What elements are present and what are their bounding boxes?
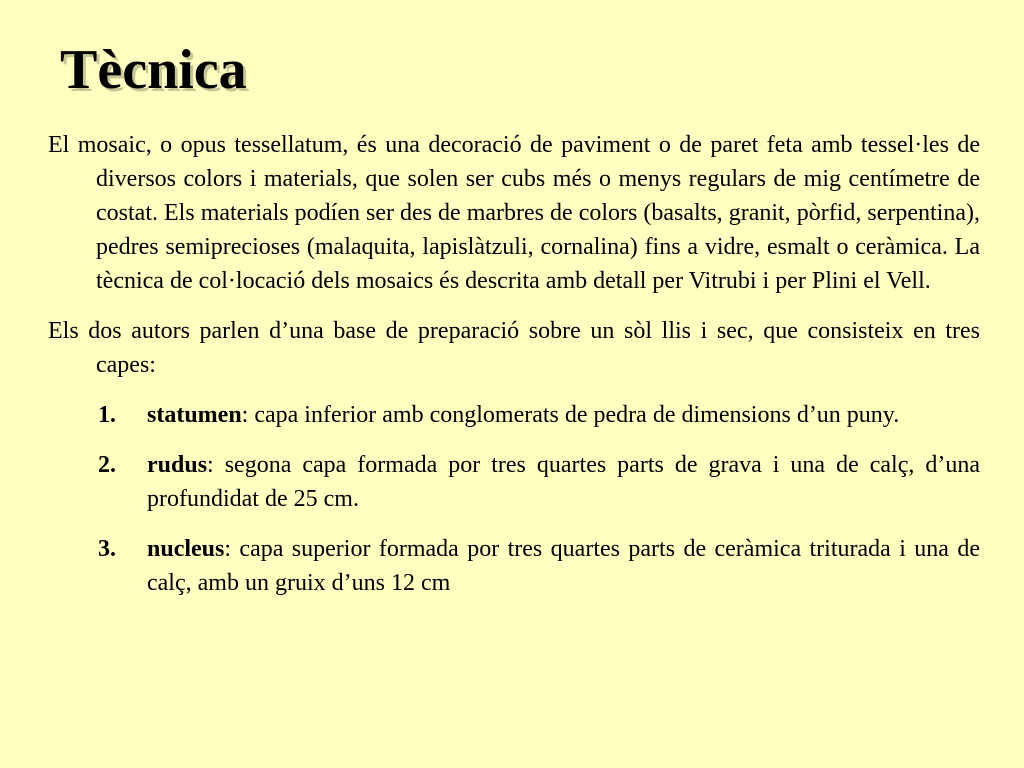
slide-title: Tècnica — [60, 39, 247, 101]
list-item-text: : segona capa formada por tres quartes parts de grava i una de calç, d’una profundidat de 25 cm. — [147, 452, 980, 512]
list-item-number: 3. — [98, 536, 116, 562]
list-item — [48, 398, 980, 432]
paragraph-base-preparation: Els dos autors parlen d’una base de preparació sobre un sòl llis i sec, que consisteix en tres capes: — [48, 318, 980, 378]
list-item-text: : capa superior formada por tres quartes parts de ceràmica triturada i una de calç, amb un gruix d’uns 12 cm — [147, 536, 980, 596]
list-item-term: statumen — [147, 402, 242, 428]
list-item-term: nucleus — [147, 536, 225, 562]
list-item — [48, 448, 980, 516]
list-item-term: rudus — [147, 452, 208, 478]
list-item-number: 2. — [98, 452, 116, 478]
layers-list — [48, 398, 980, 600]
paragraph-mosaic-definition: El mosaic, o opus tessellatum, és una decoració de paviment o de paret feta amb tessel·les de diversos colors i materials, que solen ser cubs més o menys regulars de mig centímetre de costat. Els materials podíen ser des de marbres de colors (basalts, granit, pòrfid, serpentina), pedres semiprecioses (malaquita, lapislàtzuli, cornalina) fins a vidre, esmalt o ceràmica. La tècnica de col·locació dels mosaics és descrita amb detall per Vitrubi i per Plini el Vell. — [48, 132, 980, 294]
list-item-number: 1. — [98, 402, 116, 428]
list-item-text: : capa inferior amb conglomerats de pedra de dimensions d’un puny. — [241, 402, 900, 428]
slide-body — [48, 128, 980, 616]
list-item — [48, 532, 980, 600]
